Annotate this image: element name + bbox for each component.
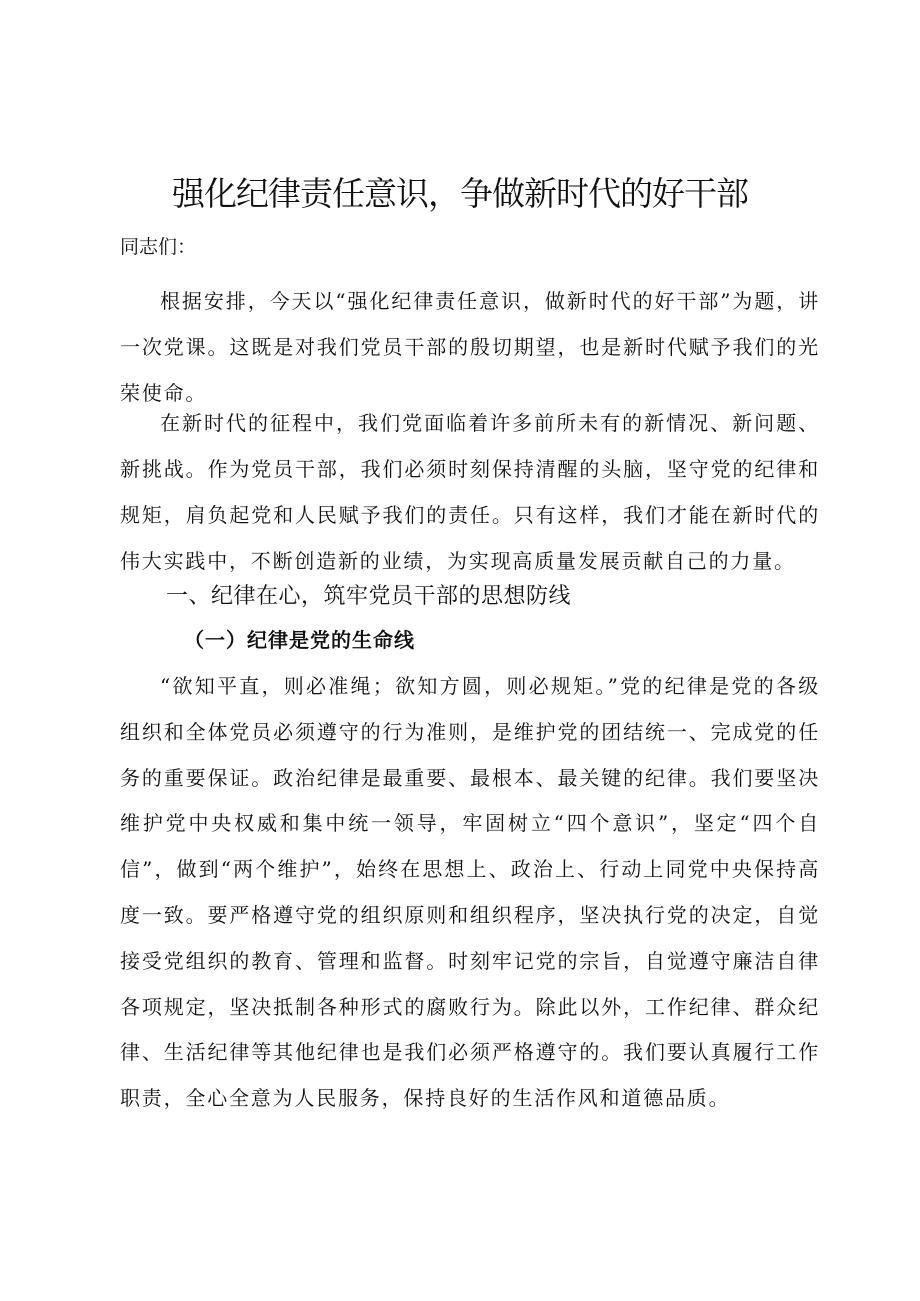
document-title: 强化纪律责任意识，争做新时代的好干部 — [172, 174, 748, 213]
intro-paragraph-2: 在新时代的征程中，我们党面临着许多前所未有的新情况、新问题、新挑战。作为党员干部，我们必须时刻保持清醒的头脑，坚守党的纪律和规矩，肩负起党和人民赋予我们的责任。只有这样，我们才能在新时代的伟大实践中，不断创造新的业绩，为实现高质量发展贡献自己的力量。 — [120, 411, 820, 573]
subsection-heading-1: （一）纪律是党的生命线 — [184, 628, 415, 652]
section-heading-1: 一、纪律在心，筑牢党员干部的思想防线 — [166, 584, 572, 609]
intro-paragraph-1: 根据安排，今天以“强化纪律责任意识，做新时代的好干部”为题，讲一次党课。这既是对我们党员干部的殷切期望，也是新时代赋予我们的光荣使命。 — [120, 289, 820, 405]
body-paragraph-1: “欲知平直，则必准绳；欲知方圆，则必规矩。”党的纪律是党的各级组织和全体党员必须遵守的行为准则，是维护党的团结统一、完成党的任务的重要保证。政治纪律是最重要、最根本、最关键的纪律。我们要坚决维护党中央权威和集中统一领导，牢固树立“四个意识”，坚定“四个自信”，做到“两个维护”，始终在思想上、政治上、行动上同党中央保持高度一致。要严格遵守党的组织原则和组织程序，坚决执行党的决定，自觉接受党组织的教育、管理和监督。时刻牢记党的宗旨，自觉遵守廉洁自律各项规定，坚决抵制各种形式的腐败行为。除此以外，工作纪律、群众纪律、生活纪律等其他纪律也是我们必须严格遵守的。我们要认真履行工作职责，全心全意为人民服务，保持良好的生活作风和道德品质。 — [120, 674, 820, 1111]
salutation: 同志们： — [120, 236, 197, 258]
